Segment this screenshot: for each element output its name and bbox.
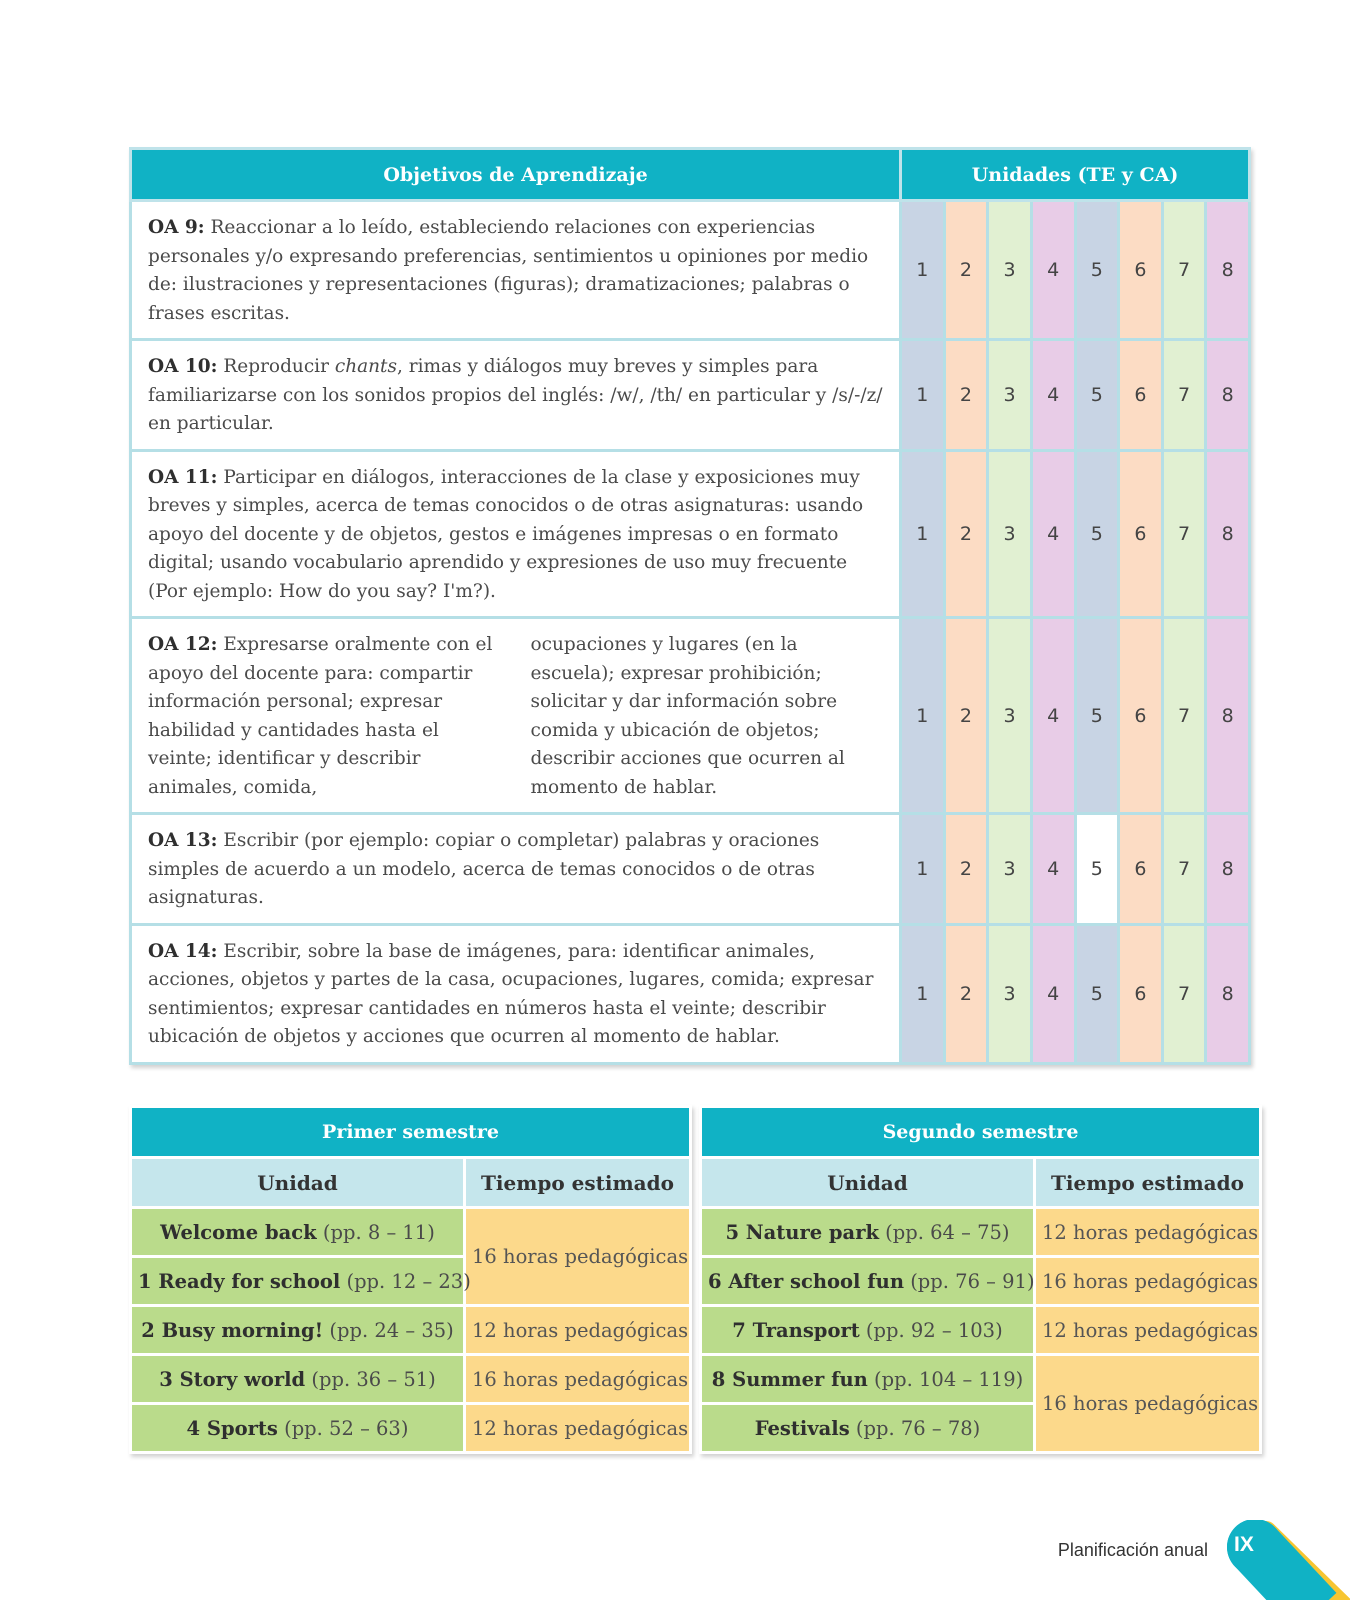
time-cell: 12 horas pedagógicas [1035,1306,1261,1355]
objective-description: ocupaciones y lugares (en la escuela); expresar prohibición; solicitar y dar información sobre comida y ubicación de objetos; describir acciones que ocurren al momento de hablar. [530,634,845,798]
unit-cell: 2 [944,450,988,618]
unit-cell: 7 [1162,340,1206,451]
unit-cell: 4 [1031,201,1075,340]
unit-cell: 3 [988,618,1032,814]
objective-text-cell [131,201,901,340]
objective-text-cell [131,450,901,618]
column-header-unit: Unidad [131,1158,465,1208]
semester-title: Primer semestre [131,1107,691,1158]
unit-name: 4 Sports [186,1416,278,1440]
semester-title: Segundo semestre [701,1107,1261,1158]
objective-description: Expresarse oralmente con el apoyo del docente para: compartir información personal; expresar habilidad y cantidades hasta el veinte; identificar y describir animales, comida, [148,634,493,798]
unit-cell: 5 [1075,450,1119,618]
semester-row [131,1208,691,1257]
unit-cell: 1 [901,814,945,925]
unit-name: Festivals [754,1416,850,1440]
semester-title-row [701,1107,1261,1158]
unit-cell: 6 [1119,924,1163,1063]
unit-cell: 1 [901,450,945,618]
objective-description: , rimas y diálogos muy breves y simples para familiarizarse con los sonidos propios del inglés: /w/, /th/ en particular y /s/-/z/ en particular. [148,356,883,434]
objective-row [131,201,1250,340]
unit-cell: 7 [1162,924,1206,1063]
unit-cell: 7 [1162,450,1206,618]
unit-cell: 6 [1119,201,1163,340]
time-cell: 12 horas pedagógicas [1035,1208,1261,1257]
unit-cell [701,1404,1035,1453]
unit-cell: 5 [1075,618,1119,814]
unit-pages: (pp. 36 – 51) [305,1367,436,1391]
unit-cell: 7 [1162,814,1206,925]
first-semester-table [129,1105,692,1454]
unit-cell: 5 [1075,814,1119,925]
unit-cell: 1 [901,618,945,814]
unit-cell: 3 [988,814,1032,925]
unit-cell: 8 [1206,201,1250,340]
unit-cell [701,1208,1035,1257]
unit-cell: 4 [1031,340,1075,451]
objective-description: Reproducir [217,356,335,377]
objective-row [131,924,1250,1063]
unit-cell [131,1355,465,1404]
unit-pages: (pp. 8 – 11) [316,1220,435,1244]
unit-name: 5 Nature park [725,1220,879,1244]
unit-cell: 1 [901,924,945,1063]
time-cell: 12 horas pedagógicas [465,1404,691,1453]
column-header-unit: Unidad [701,1158,1035,1208]
unit-pages: (pp. 104 – 119) [867,1367,1024,1391]
objective-row [131,814,1250,925]
unit-cell: 8 [1206,618,1250,814]
time-cell: 16 horas pedagógicas [1035,1257,1261,1306]
time-cell: 16 horas pedagógicas [465,1208,691,1306]
unit-cell: 2 [944,924,988,1063]
objective-column [531,631,886,802]
objective-code: OA 9: [148,217,205,238]
semester-column-header-row [131,1158,691,1208]
unit-cell [701,1355,1035,1404]
unit-name: 1 Ready for school [138,1269,341,1293]
unit-cell: 8 [1206,814,1250,925]
unit-cell: 3 [988,201,1032,340]
semester-row [701,1208,1261,1257]
unit-cell: 7 [1162,201,1206,340]
unit-cell: 4 [1031,450,1075,618]
objective-text-cell [131,618,901,814]
objective-code: OA 11: [148,466,218,488]
unit-pages: (pp. 52 – 63) [277,1416,409,1440]
unit-cell: 4 [1031,618,1075,814]
unit-cell [131,1257,471,1306]
unit-cell: 6 [1119,618,1163,814]
objectives-header-row [131,149,1250,201]
unit-pages: (pp. 24 – 35) [323,1318,454,1342]
unit-cell: 3 [988,340,1032,451]
unit-cell: 1 [901,340,945,451]
objective-text-cell [131,924,901,1063]
unit-cell [701,1306,1035,1355]
unit-cell: 3 [988,450,1032,618]
unit-pages: (pp. 92 – 103) [859,1318,1003,1342]
time-cell: 12 horas pedagógicas [465,1306,691,1355]
unit-pages: (pp. 64 – 75) [878,1220,1010,1244]
time-cell: 16 horas pedagógicas [1035,1355,1261,1453]
objective-column [148,631,503,802]
unit-cell: 5 [1075,201,1119,340]
unit-cell: 7 [1162,618,1206,814]
unit-cell: 4 [1031,814,1075,925]
objective-row [131,340,1250,451]
objective-row [131,450,1250,618]
objective-description: Reaccionar a lo leído, estableciendo relaciones con experiencias personales y/o expresando preferencias, sentimientos u opiniones por medio de: ilustraciones y representaciones (figuras); dramatizaciones; palabras o frases escritas. [148,217,869,324]
unit-cell: 1 [901,201,945,340]
unit-cell: 4 [1031,924,1075,1063]
unit-pages: (pp. 76 – 91) [904,1269,1035,1293]
semester-row [701,1257,1261,1306]
unit-cell: 3 [988,924,1032,1063]
unit-cell: 6 [1119,814,1163,925]
unit-cell: 8 [1206,340,1250,451]
unit-cell: 6 [1119,340,1163,451]
objectives-table [129,147,1251,1065]
objective-row [131,618,1250,814]
unit-cell: 2 [944,340,988,451]
unit-cell: 2 [944,814,988,925]
unit-cell [131,1404,465,1453]
objective-description: Participar en diálogos, interacciones de la clase y exposiciones muy breves y simples, acerca de temas conocidos o de otras asignaturas: usando apoyo del docente y de objetos, gestos e imágenes impresas o en formato digital; usando vocabulario aprendido y expresiones de uso muy frecuente (Por ejemplo: How do you say? I'm?). [148,466,864,602]
unit-name: Welcome back [160,1220,317,1244]
unit-pages: (pp. 76 – 78) [849,1416,981,1440]
unit-cell: 5 [1075,924,1119,1063]
unit-name: 7 Transport [732,1318,860,1342]
units-header: Unidades (TE y CA) [901,149,1250,201]
objective-italic-term: chants [334,356,397,377]
unit-cell [701,1257,1035,1306]
page-badge-icon [1226,1520,1350,1600]
objectives-header: Objetivos de Aprendizaje [131,149,901,201]
semester-row [131,1404,691,1453]
unit-name: 2 Busy morning! [141,1318,324,1342]
objective-description: Escribir, sobre la base de imágenes, para: identificar animales, acciones, objetos y partes de la casa, ocupaciones, lugares, comida; expresar sentimientos; expresar cantidades en números hasta el veinte; describir ubicación de objetos y acciones que ocurren al momento de hablar. [148,940,874,1047]
objective-code: OA 12: [148,634,218,655]
semester-column-header-row [701,1158,1261,1208]
semester-row [701,1306,1261,1355]
unit-name: 3 Story world [159,1367,306,1391]
unit-cell: 2 [944,201,988,340]
objective-code: OA 14: [148,940,218,962]
unit-name: 8 Summer fun [711,1367,868,1391]
second-semester-table [699,1105,1262,1454]
semester-row [701,1355,1261,1404]
column-header-time: Tiempo estimado [465,1158,691,1208]
semester-row [131,1355,691,1404]
unit-cell: 6 [1119,450,1163,618]
unit-cell [131,1208,465,1257]
unit-name: 6 After school fun [708,1269,904,1293]
unit-cell [131,1306,465,1355]
objective-text-cell [131,340,901,451]
objective-text-cell [131,814,901,925]
unit-pages: (pp. 12 – 23) [340,1269,471,1293]
unit-cell: 2 [944,618,988,814]
objective-code: OA 13: [148,830,218,851]
time-cell: 16 horas pedagógicas [465,1355,691,1404]
footer-label: Planificación anual [1057,1540,1208,1560]
semester-row [131,1306,691,1355]
unit-cell: 8 [1206,450,1250,618]
page-number: IX [1234,1533,1254,1556]
semester-title-row [131,1107,691,1158]
unit-cell: 5 [1075,340,1119,451]
unit-cell: 8 [1206,924,1250,1063]
objective-code: OA 10: [148,356,218,377]
column-header-time: Tiempo estimado [1035,1158,1261,1208]
objective-description: Escribir (por ejemplo: copiar o completar) palabras y oraciones simples de acuerdo a un modelo, acerca de temas conocidos o de otras asignaturas. [148,830,820,908]
